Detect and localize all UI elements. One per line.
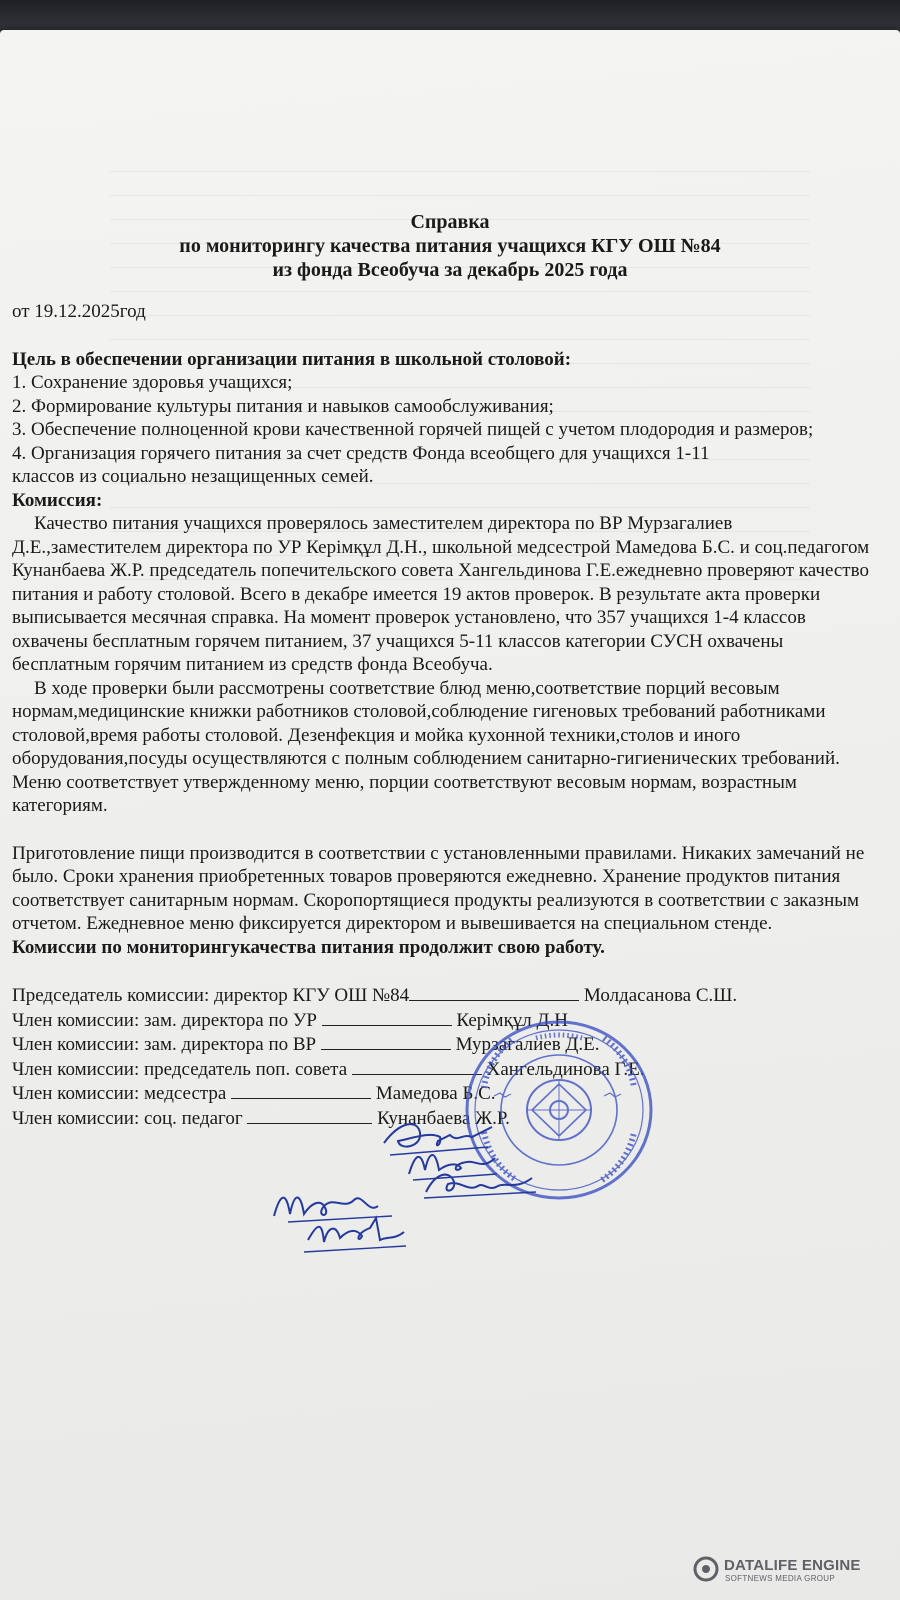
commission-heading: Комиссия: xyxy=(12,489,103,511)
signature-line-deputy-ur xyxy=(12,1008,882,1033)
paragraph-preparation: Приготовление пищи производится в соответствии с установленными правилами. Никаких замечаний не было. Сроки хранения приобретенных товаров проверяются ежедневно. Хранение продуктов питания соответствует санитарным нормам. Скоропортящиеся продукты реализуются в соответствии с заказным отчетом. Ежедневное меню фиксируется директором и вывешивается на специальном стенде. xyxy=(12,842,865,934)
signature-blank xyxy=(247,1106,372,1124)
signature-name: Молдасанова С.Ш. xyxy=(583,985,738,1006)
signature-role: Член комиссии: медсестра xyxy=(12,1083,227,1104)
signature-handwritten-board-chair xyxy=(420,1162,540,1206)
signature-blank xyxy=(321,1032,451,1050)
document-subtitle-line-2: из фонда Всеобуча за декабрь 2025 года xyxy=(272,259,628,281)
document-date: от 19.12.2025год xyxy=(12,301,146,322)
signature-role: Член комиссии: соц. педагог xyxy=(12,1107,243,1129)
goal-heading: Цель в обеспечении организации питания в школьной столовой: xyxy=(12,348,572,370)
signature-name: Мурзагалиев Д.Е. xyxy=(455,1034,600,1055)
title-block xyxy=(0,210,900,282)
document-subtitle-line-1: по мониторингу качества питания учащихся КГУ ОШ №84 xyxy=(179,235,721,257)
signature-name: Мамедова Б.С. xyxy=(375,1083,496,1104)
signature-line-deputy-vr xyxy=(12,1032,882,1057)
signature-role: Председатель комиссии: директор КГУ ОШ №84 xyxy=(12,985,410,1006)
signature-line-board-chair xyxy=(12,1057,882,1082)
watermark xyxy=(692,1555,892,1587)
watermark-title: DATALIFE ENGINE xyxy=(724,1557,861,1574)
signature-blank xyxy=(322,1008,452,1026)
goal-item-2: 2. Формирование культуры питания и навыков самообслуживания; xyxy=(12,395,554,417)
signature-role: Член комиссии: зам. директора по УР xyxy=(12,1009,317,1031)
signature-role: Член комиссии: зам. директора по ВР xyxy=(12,1034,317,1055)
spacer xyxy=(12,959,882,983)
goal-item-1: 1. Сохранение здоровья учащихся; xyxy=(12,372,293,393)
signature-line-nurse xyxy=(12,1081,882,1106)
closing-statement: Комиссии по мониторингукачества питания продолжит свою работу. xyxy=(12,936,605,958)
paragraph-inspection: Качество питания учащихся проверялось заместителем директора по ВР Мурзагалиев Д.Е.,заместителем директора по УР Керімқұл Д.Н., школьной медсестрой Мамедова Б.С. и соц.педагогом Кунанбаева Ж.Р. председатель попечительского совета Хангельдинова Г.Е.ежедневно проверяют качество питания и работу столовой. Всего в декабре имеется 19 актов проверок. В результате акта проверки выписывается месячная справка. На момент проверок установлено, что 357 учащихся 1-4 классов охвачены бесплатным горячем питанием, 37 учащихся 5-11 классов категории СУСН охвачены бесплатным горячим питанием из средств фонда Всеобуча. xyxy=(12,513,870,675)
signature-role: Член комиссии: председатель поп. совета xyxy=(12,1058,348,1080)
signature-blank xyxy=(409,983,579,1001)
signature-blank xyxy=(231,1081,371,1099)
spacer xyxy=(12,818,882,842)
goal-item-3: 3. Обеспечение полноценной крови качественной горячей пищей с учетом плодородия и размеров; xyxy=(12,419,814,440)
watermark-subtitle: SOFTNEWS MEDIA GROUP xyxy=(725,1574,836,1583)
signature-name: Хангельдинова Г.Е. xyxy=(486,1058,645,1080)
signature-line-chairman xyxy=(12,983,882,1008)
document-title: Справка xyxy=(410,211,490,233)
document-body xyxy=(12,300,882,1130)
signature-name: Кунанбаева Ж.Р. xyxy=(377,1107,510,1129)
signature-name: Керімқұл Д.Н xyxy=(456,1009,568,1031)
goal-item-4: 4. Организация горячего питания за счет средств Фонда всеобщего для учащихся 1-11 классов из социально незащищенных семей. xyxy=(12,442,710,487)
datalife-logo-icon xyxy=(692,1555,720,1583)
paragraph-review: В ходе проверки были рассмотрены соответствие блюд меню,соответствие порций весовым нормам,медицинские книжки работников столовой,соблюдение гигеновых требований работниками столовой,время работы столовой. Дезенфекция и мойка кухонной техники,столов и иного оборудования,посуды осуществляются с полным соблюдением санитарно-гигиенических требований. Меню соответствует утвержденному меню, порции соответствуют весовым нормам, возрастным категориям. xyxy=(12,677,840,816)
signature-handwritten-social-pedagogue xyxy=(300,1210,410,1258)
